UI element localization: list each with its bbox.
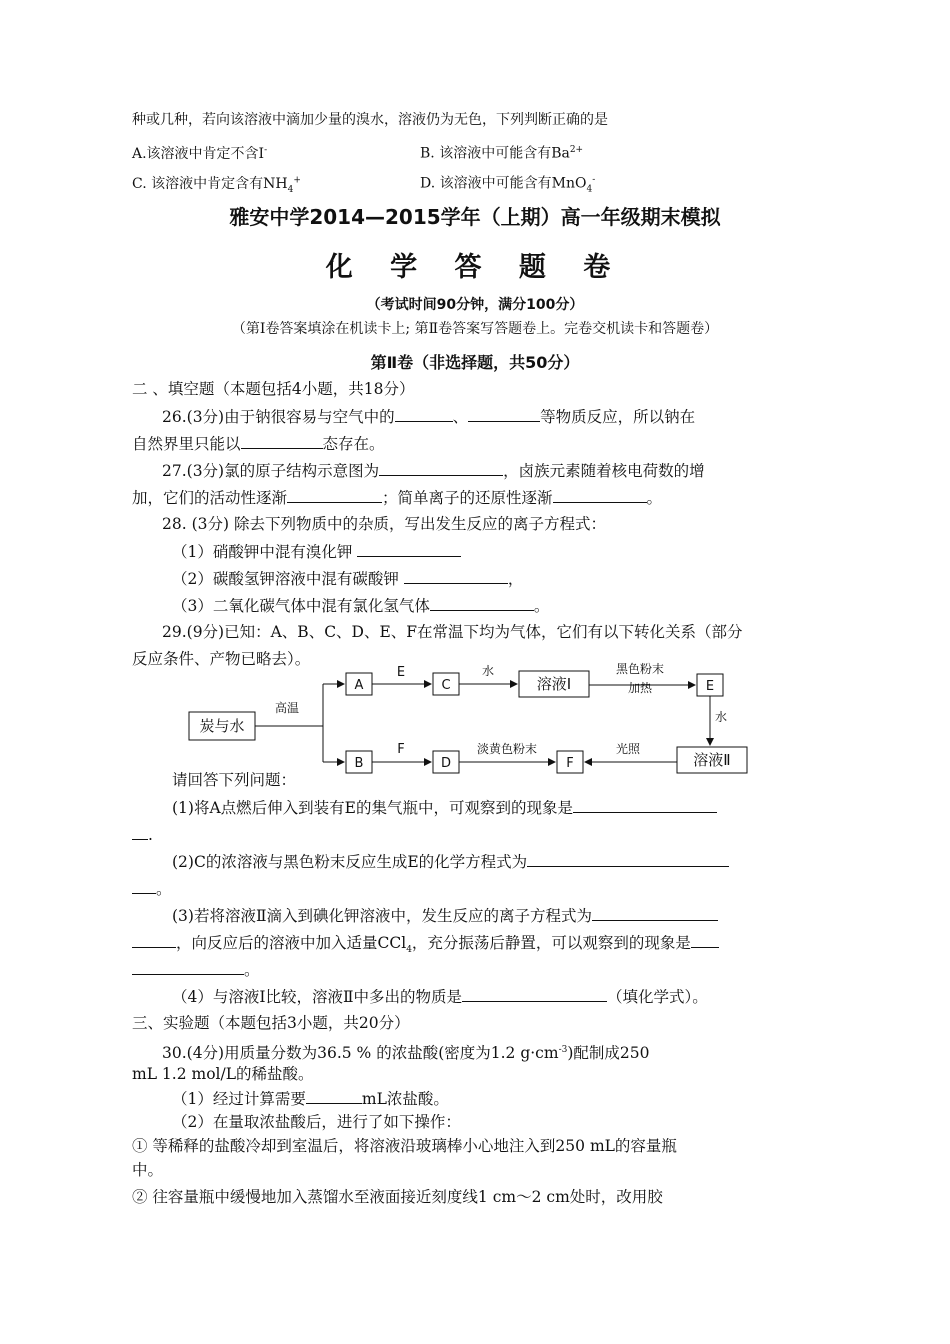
prev-options-row-2 xyxy=(132,169,822,200)
box-f-label: F xyxy=(566,756,574,771)
answer-blank[interactable] xyxy=(132,877,156,894)
box-a-label: A xyxy=(354,678,364,693)
q30-1: （1）经过计算需要 mL浓盐酸。 xyxy=(172,1087,862,1110)
answer-blank[interactable] xyxy=(462,985,607,1002)
q29-4-line: （4）与溶液Ⅰ比较，溶液Ⅱ中多出的物质是 （填化学式）。 xyxy=(172,985,862,1008)
q28-item-2: （2）碳酸氢钾溶液中混有碳酸钾 ， xyxy=(172,567,862,590)
exam-instructions: （第Ⅰ卷答案填涂在机读卡上; 第Ⅱ卷答案写答题卷上。完卷交机读卡和答题卷） xyxy=(231,321,719,337)
answer-blank[interactable] xyxy=(468,405,540,422)
exam-title: 雅安中学2014—2015学年（上期）高一年级期末模拟 xyxy=(229,205,721,229)
answer-blank[interactable] xyxy=(132,958,244,975)
answer-blank[interactable] xyxy=(553,486,647,503)
q30-line-1: 30.(4分)用质量分数为36.5 % 的浓盐酸(密度为1.2 $g\cdot cm^{-3}$)配制成250 xyxy=(162,1044,650,1063)
q29-3-line-3: 。 xyxy=(132,958,822,981)
option-c: C. 该溶液中肯定含有$NH_4^+$ xyxy=(132,175,301,195)
conversion-flow-diagram xyxy=(180,655,780,780)
light-label: 光照 xyxy=(615,742,641,756)
prev-question-stem: 种或几种，若向该溶液中滴加少量的溴水，溶液仍为无色，下列判断正确的是 xyxy=(132,112,608,128)
answer-blank[interactable] xyxy=(287,486,382,503)
part-heading: 第Ⅱ卷（非选择题，共50分） xyxy=(370,353,580,372)
q30-2: （2）在量取浓盐酸后，进行了如下操作： xyxy=(172,1113,461,1131)
box-e-label: E xyxy=(705,679,715,694)
answer-blank[interactable] xyxy=(527,850,729,867)
step-1-line-1: ① 等稀释的盐酸冷却到室温后，将溶液沿玻璃棒小心地注入到250 mL的容量瓶 xyxy=(132,1137,677,1155)
q29-2-line-2: 。 xyxy=(132,877,822,900)
answer-blank[interactable] xyxy=(132,931,176,948)
option-d: D. 该溶液中可能含有MnO$_4$- xyxy=(420,175,596,195)
answer-blank[interactable] xyxy=(395,405,453,422)
answer-blank[interactable] xyxy=(132,823,148,840)
answer-blank[interactable] xyxy=(241,432,323,449)
arrow-water-label-2: 水 xyxy=(714,710,728,724)
heating-label: 加热 xyxy=(627,681,653,695)
step-2-line-1: ② 往容量瓶中缓慢地加入蒸馏水至液面接近刻度线1 cm～2 cm处时，改用胶 xyxy=(132,1188,663,1206)
arrow-water-label-1: 水 xyxy=(481,664,495,678)
q28-stem: 28. (3分) 除去下列物质中的杂质，写出发生反应的离子方程式： xyxy=(162,515,606,533)
q26-line-1: 26.(3分)由于钠很容易与空气中的 、 等物质反应，所以钠在 xyxy=(162,405,852,428)
q29-3-line-1: (3)若将溶液Ⅱ滴入到碘化钾溶液中，发生反应的离子方程式为 xyxy=(172,904,862,927)
arrow-e-label: E xyxy=(396,665,406,680)
q27-line-2: 加，它们的活动性逐渐 ；简单离子的还原性逐渐 。 xyxy=(132,486,822,509)
yellow-powder-label: 淡黄色粉末 xyxy=(476,742,538,756)
q28-item-3: （3）二氧化碳气体中混有氯化氢气体 。 xyxy=(172,594,862,617)
q29-stem-1: 29.(9分)已知：A、B、C、D、E、F在常温下均为气体，它们有以下转化关系（部分 xyxy=(162,623,743,641)
answer-blank[interactable] xyxy=(430,594,534,611)
black-powder-label: 黑色粉末 xyxy=(615,662,665,676)
q29-prompt: 请回答下列问题： xyxy=(172,771,297,789)
box-c-label: C xyxy=(441,678,451,693)
high-temp-label: 高温 xyxy=(274,701,300,715)
option-b: B. 该溶液中可能含有$Ba^{2+}$ xyxy=(420,145,584,162)
answer-blank[interactable] xyxy=(592,904,718,921)
q29-2-line-1: (2)C的浓溶液与黑色粉末反应生成E的化学方程式为 xyxy=(172,850,862,873)
q28-item-1: （1）硝酸钾中混有溴化钾 xyxy=(172,540,862,563)
section-3-heading: 三、实验题（本题包括3小题，共20分） xyxy=(132,1014,410,1032)
answer-blank[interactable] xyxy=(573,796,717,813)
q29-1-line-2: . xyxy=(132,823,822,846)
q29-stem-2: 反应条件、产物已略去）。 xyxy=(132,650,311,668)
step-1-line-2: 中。 xyxy=(132,1161,164,1179)
exam-subtitle: 化 学 答 题 卷 xyxy=(325,252,625,283)
start-label: 炭与水 xyxy=(199,717,245,735)
answer-blank[interactable] xyxy=(357,540,461,557)
q29-3-line-2: ，向反应后的溶液中加入适量CCl$_4$，充分振荡后静置，可以观察到的现象是 xyxy=(132,931,822,961)
answer-blank[interactable] xyxy=(379,459,503,476)
solution-2-label: 溶液Ⅱ xyxy=(693,751,731,769)
solution-1-label: 溶液Ⅰ xyxy=(536,675,572,693)
answer-blank[interactable] xyxy=(691,931,719,948)
q27-line-1: 27.(3分)氯的原子结构示意图为 ，卤族元素随着核电荷数的增 xyxy=(162,459,852,482)
prev-options-row-1 xyxy=(132,139,822,165)
answer-blank[interactable] xyxy=(306,1087,362,1104)
q29-1-line-1: (1)将A点燃后伸入到装有E的集气瓶中，可观察到的现象是 xyxy=(172,796,862,819)
answer-blank[interactable] xyxy=(404,567,508,584)
box-b-label: B xyxy=(354,756,364,771)
exam-time-note: （考试时间90分钟，满分100分） xyxy=(366,297,584,313)
arrow-f-label: F xyxy=(397,742,405,757)
option-a: A.该溶液中肯定不含I- xyxy=(132,145,268,162)
section-2-heading: 二 、填空题（本题包括4小题，共18分） xyxy=(132,380,415,398)
box-d-label: D xyxy=(440,756,452,771)
q26-line-2: 自然界里只能以 态存在。 xyxy=(132,432,822,455)
q30-line-2: mL 1.2 mol/L的稀盐酸。 xyxy=(132,1065,314,1083)
